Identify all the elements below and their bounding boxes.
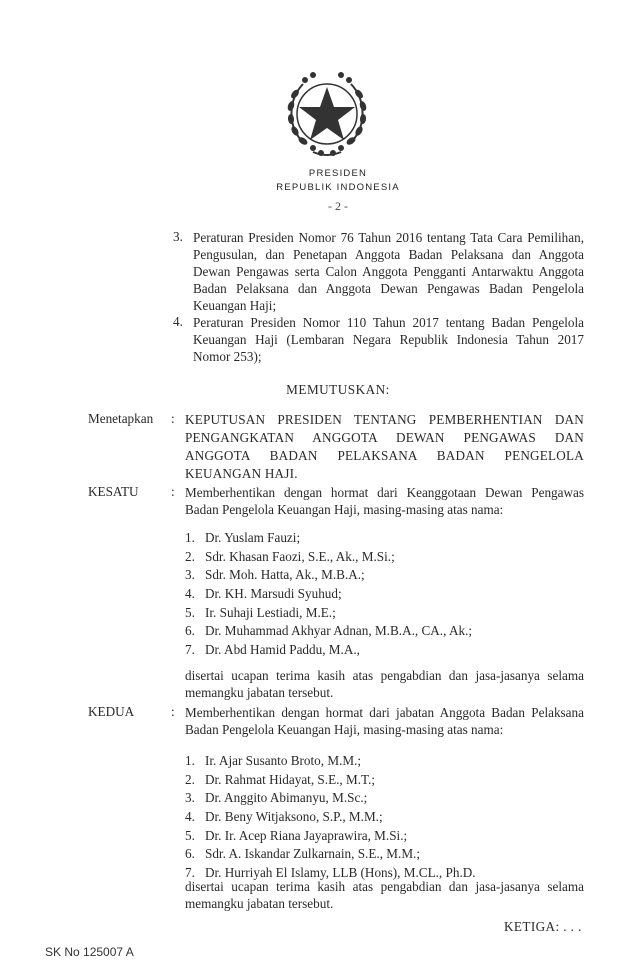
list-item: 1. Dr. Yuslam Fauzi;	[185, 530, 301, 545]
kesatu-intro: Memberhentikan dengan hormat dari Keanggotaan Dewan Pengawas Badan Pengelola Keuangan Haji, masing-masing atas nama:	[185, 485, 584, 517]
kesatu-closing: disertai ucapan terima kasih atas pengabdian dan jasa-jasanya selama memangku jabatan tersebut.	[185, 668, 584, 700]
kedua-colon: :	[171, 704, 175, 719]
list-item: 1. Ir. Ajar Susanto Broto, M.M.;	[185, 753, 362, 768]
kesatu-label: KESATU	[88, 484, 139, 499]
document-code: SK No 125007 A	[45, 945, 134, 959]
header-title-line1: PRESIDEN	[308, 168, 368, 179]
list-item: 7. Dr. Abd Hamid Paddu, M.A.,	[185, 642, 360, 658]
menetapkan-text: KEPUTUSAN PRESIDEN TENTANG PEMBERHENTIAN DAN PENGANGKATAN ANGGOTA DEWAN PENGAWAS DAN ANGGOTA BADAN PELAKSANA BADAN PENGELOLA KEUANGAN HAJI.	[185, 412, 584, 481]
list-item: 5. Ir. Suhaji Lestiadi, M.E.;	[185, 604, 336, 620]
list-item: 2. Dr. Rahmat Hidayat, S.E., M.T.;	[185, 771, 376, 787]
consideration-text: Peraturan Presiden Nomor 76 Tahun 2016 tentang Tata Cara Pemilihan, Pengusulan, dan Penetapan Anggota Badan Pelaksana dan Anggota Dewan Pengawas serta Calon Anggota Pengganti Antarwaktu Anggota Badan Pelaksana dan Anggota Dewan Pengawas Badan Pengelola Keuangan Haji;	[193, 230, 584, 313]
list-item: 7. Dr. Hurriyah El Islamy, LLB (Hons), M.CL., Ph.D.	[185, 865, 476, 881]
page-number: - 2 -	[328, 199, 348, 213]
next-page-marker: KETIGA: . . .	[504, 919, 582, 934]
list-item: 3. Dr. Anggito Abimanyu, M.Sc.;	[185, 790, 368, 806]
menetapkan-label: Menetapkan	[88, 411, 154, 426]
kedua-closing: disertai ucapan terima kasih atas pengabdian dan jasa-jasanya selama memangku jabatan tersebut.	[185, 879, 584, 911]
list-item: 4. Dr. KH. Marsudi Syuhud;	[185, 586, 342, 602]
consideration-number: 4.	[173, 314, 183, 329]
garuda-star-emblem	[283, 70, 371, 160]
kesatu-colon: :	[171, 484, 175, 499]
kesatu-name-list	[185, 529, 584, 660]
list-item: 2. Sdr. Khasan Faozi, S.E., Ak., M.Si.;	[185, 548, 395, 564]
consideration-text: Peraturan Presiden Nomor 110 Tahun 2017 tentang Badan Pengelola Keuangan Haji (Lembaran Negara Republik Indonesia Tahun 2017 Nomor 253);	[193, 315, 584, 364]
list-item: 6. Dr. Muhammad Akhyar Adnan, M.B.A., CA., Ak.;	[185, 623, 473, 639]
list-item: 3. Sdr. Moh. Hatta, Ak., M.B.A.;	[185, 567, 365, 583]
list-item: 6. Sdr. A. Iskandar Zulkarnain, S.E., M.M.;	[185, 846, 421, 862]
consideration-number: 3.	[173, 229, 183, 244]
list-item: 5. Dr. Ir. Acep Riana Jayaprawira, M.Si.;	[185, 827, 408, 843]
kedua-intro: Memberhentikan dengan hormat dari jabatan Anggota Badan Pelaksana Badan Pengelola Keuangan Haji, masing-masing atas nama:	[185, 705, 584, 737]
list-item: 4. Dr. Beny Witjaksono, S.P., M.M.;	[185, 809, 383, 825]
kedua-label: KEDUA	[88, 704, 135, 719]
kedua-name-list	[185, 752, 584, 883]
menetapkan-colon: :	[171, 411, 175, 426]
decision-heading: MEMUTUSKAN:	[286, 382, 390, 397]
header-title-line2: REPUBLIK INDONESIA	[276, 182, 400, 193]
star-wreath-icon	[283, 70, 371, 160]
